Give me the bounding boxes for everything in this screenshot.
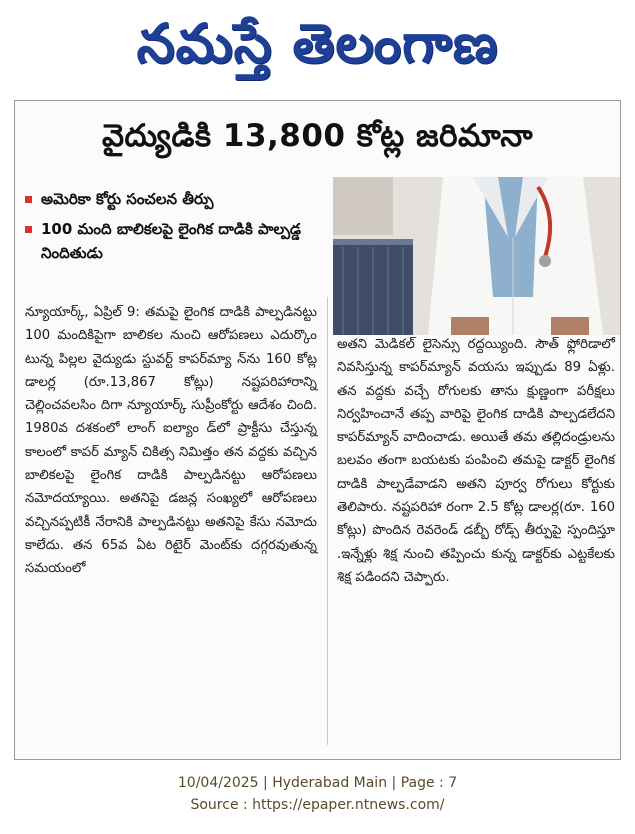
highlight-item	[25, 217, 325, 265]
body-paragraph: అతని మెడికల్ లైసెన్సు రద్దయ్యింది. సౌత్ ఫ్లోరిడాలో నివసిస్తున్న కాపర్‌మ్యాన్ వయసు ఇప్పుడు 89 ఏళ్లు. తన వద్దకు వచ్చే రోగులకు తాను క్షుణ్ణంగా పరీక్షలు నిర్వహించానే తప్ప వారిపై లైంగిక దాడికి పాల్పడలేదని కాపర్‌మ్యాన్ వాదించాడు. అయితే తమ తల్లిదండ్రులను బలవం తంగా బయటకు పంపించి తమపై డాక్టర్ లైంగిక దాడికి పాల్పడేవాడని అతని పూర్వ రోగులు కోర్టుకు తెలిపారు. నష్టపరిహా రంగా 2.5 కోట్ల డాలర్ల(రూ. 160 కోట్లు) పొందిన రెవరెండ్ డబ్బీ రోడ్స్ తీర్పుపై స్పందిస్తూ .ఇన్నేళ్లు శిక్ష నుంచి తప్పించు కున్న డాక్టర్‌కు ఎట్టకేలకు శిక్ష పడిందని చెప్పారు.	[337, 337, 615, 585]
doctor-photo	[333, 177, 620, 335]
newspaper-logo: నమస్తే తెలంగాణ	[136, 11, 499, 75]
article-highlights	[25, 187, 325, 271]
article-body-right	[337, 333, 615, 589]
highlight-text: 100 మంది బాలికలపై లైంగిక దాడికి పాల్పడ్డ నిందితుడు	[41, 220, 302, 262]
highlight-text: అమెరికా కోర్టు సంచలన తీర్పు	[41, 190, 214, 208]
clipping-footer	[0, 772, 635, 816]
article-clipping	[14, 100, 621, 760]
article-body-left	[25, 301, 317, 581]
bullet-square-icon	[25, 226, 32, 233]
masthead	[0, 0, 635, 100]
edition-info: 10/04/2025 | Hyderabad Main | Page : 7	[177, 775, 458, 791]
doctor-in-white-coat-photo	[333, 177, 620, 335]
column-divider	[327, 297, 328, 745]
body-paragraph: న్యూయార్క్, ఏప్రిల్ 9: తమపై లైంగిక దాడికి పాల్పడినట్టు 100 మందికిపైగా బాలికల నుంచి ఆరోపణలు ఎదుర్కొం టున్న పిల్లల వైద్యుడు స్టువర్ట్ కాపర్‌మ్యా న్‌ను 160 కోట్ల డాలర్ల (రూ.13,867 కోట్లు) నష్టపరిహారాన్ని చెల్లించవలసిం దిగా న్యూయార్క్ సుప్రీంకోర్టు ఆదేశం చింది. 1980వ దశకంలో లాంగ్ ఐల్యాం డ్‌లో ప్రాక్టీసు చేస్తున్న కాలంలో కాపర్ మ్యాన్ చికిత్స నిమిత్తం తన వద్దకు వచ్చిన బాలికలపై లైంగిక దాడికి పాల్పడినట్టు ఆరోపణలు నమోదయ్యాయి. అతనిపై డజన్ల సంఖ్యలో ఆరోపణలు వచ్చినప్పటికీ నేరానికి పాల్పడినట్టు అతనిపై కేసు నమోదు కాలేదు. తన 65వ ఏట రిటైర్ మెంట్‌కు దగ్గరవుతున్న సమయంలో	[25, 305, 317, 577]
highlight-item	[25, 187, 325, 211]
article-headline: వైద్యుడికి 13,800 కోట్ల జరిమానా	[101, 117, 534, 154]
source-link[interactable]: Source : https://epaper.ntnews.com/	[190, 797, 445, 813]
bullet-square-icon	[25, 196, 32, 203]
